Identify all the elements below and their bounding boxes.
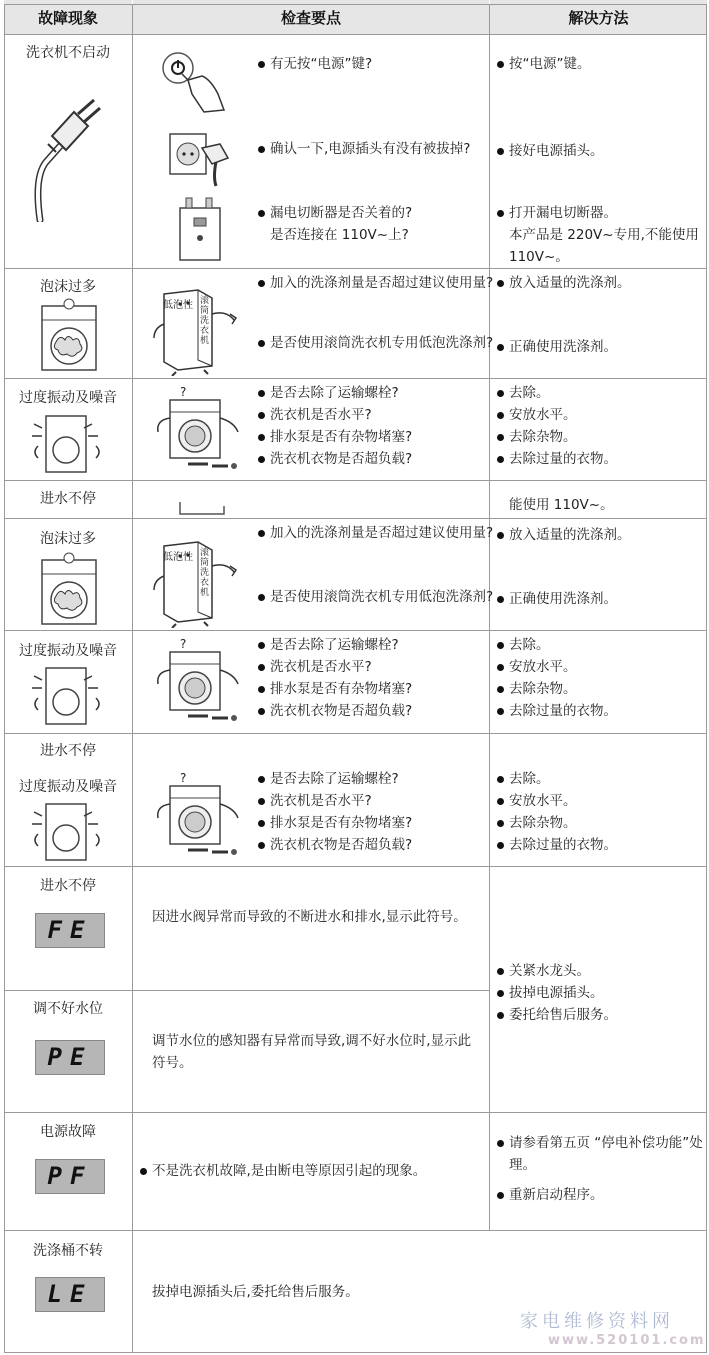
solution-item: 安放水平。 [497,656,709,678]
check-item: 排水泵是否有杂物堵塞? [258,678,495,700]
symptom-label: 泡沫过多 [40,531,96,547]
solution-item: 去除杂物。 [497,678,709,700]
detergent-label-low-foam: 低泡性 [163,300,193,311]
solution-item: 委托给售后服务。 [497,1004,709,1026]
solution-item: 去除。 [497,382,709,404]
solution-item: 按“电源”键。 [497,53,709,75]
check-item: 加入的洗涤剂量是否超过建议使用量? [258,272,495,294]
svg-text:?: ? [180,637,187,651]
solution-item: 重新启动程序。 [497,1184,709,1206]
rule [489,4,490,1230]
rule [4,4,5,1353]
solution-item: 放入适量的洗涤剂。 [497,524,709,546]
watermark-text: 家电维修资料网 [520,1311,674,1332]
watermark-url: www.520101.com [548,1333,706,1348]
solution-item: 正确使用洗涤剂。 [497,588,709,610]
solution-item: 去除。 [497,768,709,790]
rule [4,1230,707,1231]
rule [4,630,707,631]
check-description: 拔掉电源插头后,委托给售后服务。 [152,1284,359,1300]
header-symptom: 故障现象 [4,0,132,34]
error-code-display: LE [35,1277,105,1312]
solution-item: 接好电源插头。 [497,140,709,162]
detergent-label-low-foam: 低泡性 [163,552,193,563]
vibrating-washer-icon [26,794,108,864]
vibrating-washer-icon [26,658,108,728]
check-item: 是否去除了运输螺栓? [258,634,495,656]
error-code-display: FE [35,913,105,948]
vibrating-washer-icon [26,406,108,476]
power-plug-icon [22,92,102,222]
symptom-label: 电源故障 [40,1124,96,1140]
check-item: 是否去除了运输螺栓? [258,768,495,790]
check-item: 确认一下,电源插头有没有被拔掉? [258,138,495,160]
check-item: 排水泵是否有杂物堵塞? [258,426,495,448]
error-code-display: PF [35,1159,105,1194]
check-item: 是否使用滚筒洗衣机专用低泡洗涤剂? [258,586,495,608]
washer-with-bolts-icon [150,770,250,862]
solution-item: 去除过量的衣物。 [497,448,709,470]
check-item-continued: 是否连接在 110V~上? [270,227,409,243]
symptom-label: 泡沫过多 [40,279,96,295]
cropped-illustration-fragment [178,500,228,518]
detergent-box-icon [150,536,246,628]
washer-with-bolts-icon [150,636,250,728]
solution-item-continued: 本产品是 220V~专用,不能使用 110V~。 [509,227,699,265]
foam-washer-icon [38,552,100,628]
solution-item: 安放水平。 [497,404,709,426]
rule [4,378,707,379]
check-item: 洗衣机是否水平? [258,656,495,678]
solution-item: 安放水平。 [497,790,709,812]
symptom-label: 进水不停 [40,878,96,894]
solution-item: 请参看第五页 “停电补偿功能”处理。 [497,1132,709,1176]
error-code-display: PE [35,1040,105,1075]
svg-text:?: ? [180,385,187,399]
header-solution: 解决方法 [490,0,707,34]
solution-item: 拔掉电源插头。 [497,982,709,1004]
check-description: 因进水阀异常而导致的不断进水和排水,显示此符号。 [152,909,467,925]
circuit-breaker-icon [176,196,226,262]
symptom-label: 进水不停 [40,743,96,759]
check-description: 调节水位的感知器有异常而导致,调不好水位时,显示此符号。 [152,1033,472,1071]
rule [4,518,707,519]
symptom-label: 洗衣机不启动 [26,45,110,61]
symptom-label: 过度振动及噪音 [19,779,117,795]
solution-item: 去除过量的衣物。 [497,834,709,856]
rule [4,866,707,867]
solution-item: 放入适量的洗涤剂。 [497,272,709,294]
solution-item: 去除。 [497,634,709,656]
rule [4,1112,707,1113]
check-item: 洗衣机衣物是否超负载? [258,448,495,470]
symptom-label: 过度振动及噪音 [19,643,117,659]
rule [4,990,490,991]
detergent-label-drum: 滚筒洗衣机 [200,548,210,598]
detergent-label-drum: 滚筒洗衣机 [200,296,210,346]
rule [4,34,707,35]
symptom-label: 过度振动及噪音 [19,390,117,406]
check-item: 洗衣机衣物是否超负载? [258,834,495,856]
symptom-label: 洗涤桶不转 [33,1243,103,1259]
check-item: 洗衣机是否水平? [258,404,495,426]
check-item: 洗衣机是否水平? [258,790,495,812]
rule [132,4,133,1353]
check-item: 漏电切断器是否关着的? [258,202,495,224]
wall-socket-icon [168,128,238,188]
solution-item: 正确使用洗涤剂。 [497,336,709,358]
solution-item-continued: 能使用 110V~。 [509,497,614,513]
check-item: 洗衣机衣物是否超负载? [258,700,495,722]
check-item: 排水泵是否有杂物堵塞? [258,812,495,834]
detergent-box-icon [150,284,246,376]
power-button-icon [158,50,233,115]
washer-with-bolts-icon [150,384,250,476]
solution-item: 去除杂物。 [497,812,709,834]
solution-item: 关紧水龙头。 [497,960,709,982]
rule [4,733,707,734]
rule [4,480,707,481]
solution-item: 去除过量的衣物。 [497,700,709,722]
solution-item: 去除杂物。 [497,426,709,448]
rule [4,1352,707,1353]
check-item: 有无按“电源”键? [258,53,495,75]
foam-washer-icon [38,298,100,374]
svg-text:?: ? [180,771,187,785]
solution-item: 打开漏电切断器。 [497,202,709,224]
check-item: 加入的洗涤剂量是否超过建议使用量? [258,522,495,544]
check-item: 是否使用滚筒洗衣机专用低泡洗涤剂? [258,332,495,354]
check-item: 是否去除了运输螺栓? [258,382,495,404]
check-description: 不是洗衣机故障,是由断电等原因引起的现象。 [140,1160,498,1182]
symptom-label: 进水不停 [40,491,96,507]
symptom-label: 调不好水位 [33,1001,103,1017]
rule [4,4,707,5]
header-check: 检查要点 [133,0,489,34]
rule [4,268,707,269]
